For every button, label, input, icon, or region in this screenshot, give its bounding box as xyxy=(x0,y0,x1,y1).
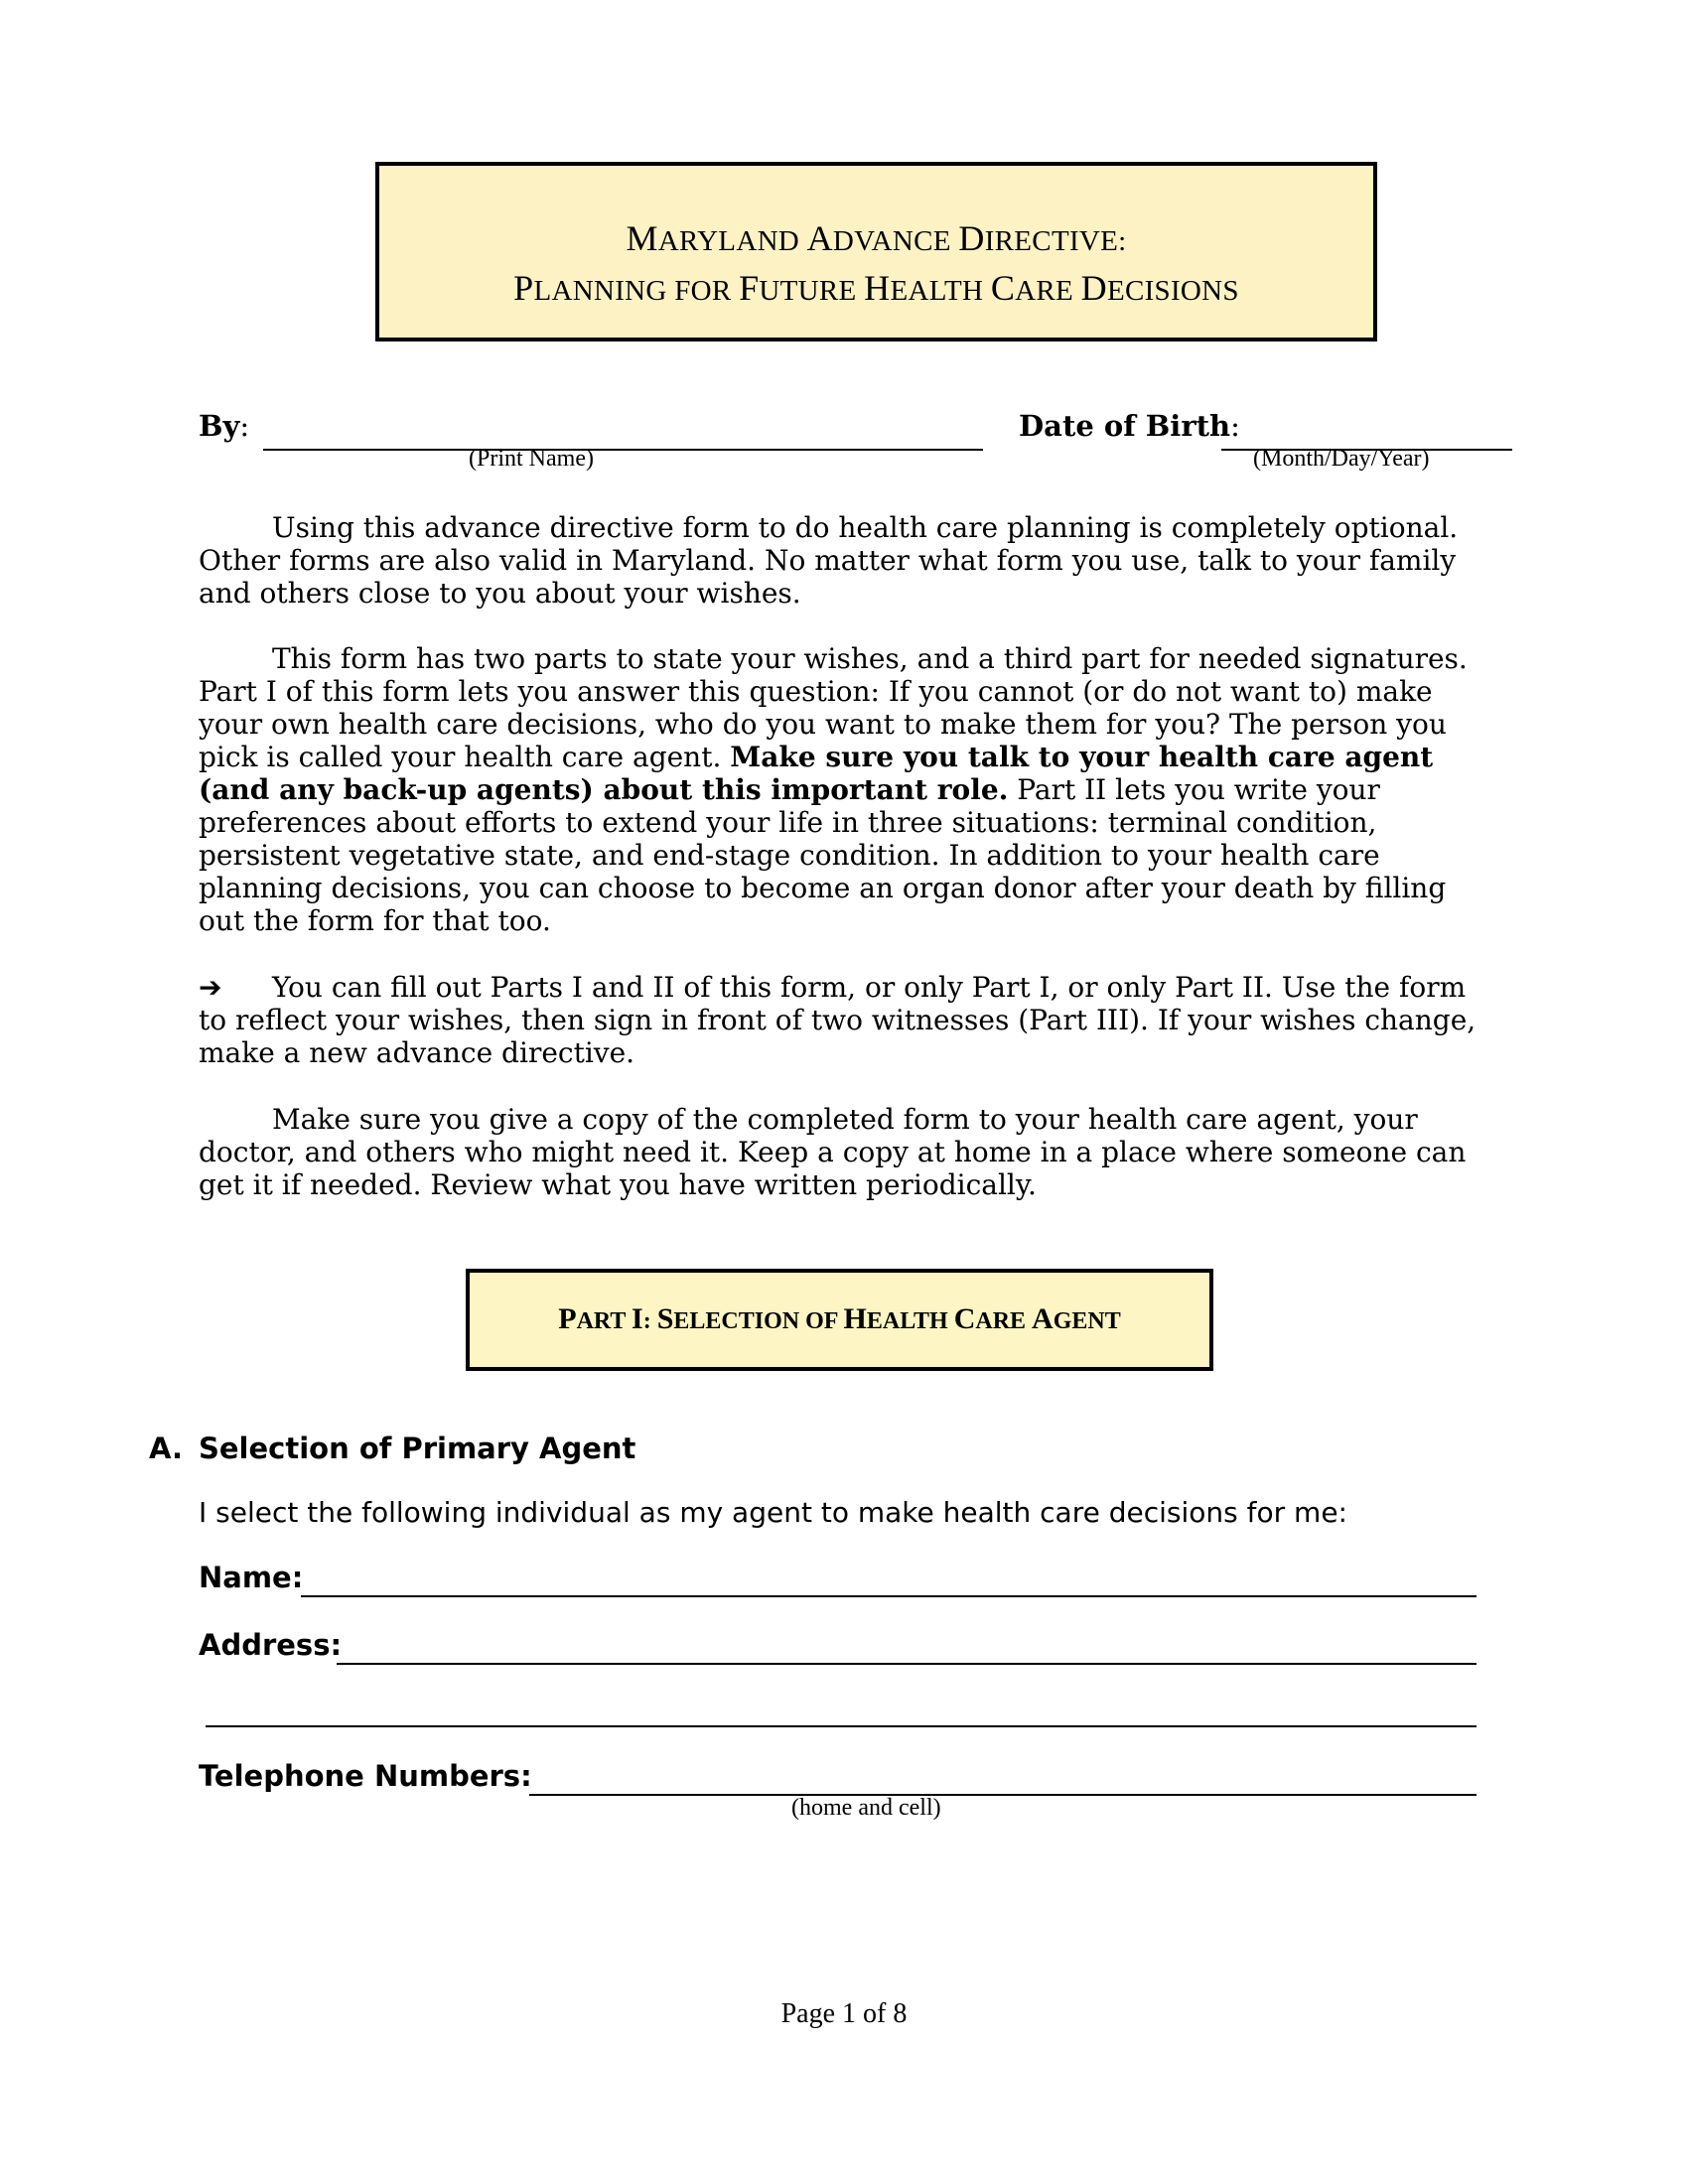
name-label: Name: xyxy=(199,1561,304,1594)
agent-telephone-field[interactable] xyxy=(529,1794,1477,1796)
telephone-caption: (home and cell) xyxy=(791,1795,941,1821)
title-box xyxy=(375,162,1377,341)
title-line-1 xyxy=(379,217,1373,259)
section-a-heading: Selection of Primary Agent xyxy=(199,1432,636,1465)
print-name-caption: (Print Name) xyxy=(469,446,594,472)
title-line-2 xyxy=(379,267,1373,309)
title-word: ADVANCE xyxy=(806,218,959,258)
address-label: Address: xyxy=(199,1628,343,1662)
paragraph-copy: Make sure you give a copy of the completed form to your health care agent, your doctor, and others who might need it. Keep a copy at home in a place where someone can get it if needed. Review what you have written periodically. xyxy=(199,1103,1467,1201)
paragraph-parts: This form has two parts to state your wishes, and a third part for needed signatures. Part I of this form lets you answer this question: If you cannot (or do not want to) make your own health care decisions, who do you want to make them for you? The person you pick is called your health care agent. Make sure you talk to your health care agent (and any back-up agents) about this important role. Part II lets you write your preferences about efforts to extend your life in three situations: terminal condition, persistent vegetative state, and end-stage condition. In addition to your health care planning decisions, you can choose to become an organ donor after your death by filling out the form for that too. xyxy=(199,642,1468,937)
section-a-letter: A. xyxy=(149,1432,183,1465)
part-one-box xyxy=(466,1269,1213,1371)
part-one-heading: PART I: SELECTION OF HEALTH CARE AGENT xyxy=(558,1302,1121,1335)
title-word: MARYLAND xyxy=(626,218,807,258)
agent-name-field[interactable] xyxy=(301,1595,1477,1597)
title-word: DIRECTIVE: xyxy=(958,218,1127,258)
title-word: PLANNING FOR xyxy=(513,268,740,308)
telephone-label: Telephone Numbers: xyxy=(199,1759,532,1793)
print-name-field[interactable] xyxy=(263,449,983,451)
date-of-birth-label: Date of Birth: xyxy=(1019,409,1240,443)
agent-address-field[interactable] xyxy=(337,1663,1477,1665)
title-word: FUTURE xyxy=(739,268,865,308)
title-word: CARE xyxy=(990,268,1081,308)
date-of-birth-caption: (Month/Day/Year) xyxy=(1253,446,1430,472)
agent-address-field-line-2[interactable] xyxy=(206,1725,1477,1727)
section-a-intro: I select the following individual as my agent to make health care decisions for me: xyxy=(199,1496,1347,1529)
by-label: By: xyxy=(199,409,250,443)
paragraph-fill-out: ➔ You can fill out Parts I and II of this form, or only Part I, or only Part II. Use the form to reflect your wishes, then sign in front of two witnesses (Part III). If your wishes change, make a new advance directive. xyxy=(199,971,1477,1069)
title-word: HEALTH xyxy=(864,268,991,308)
paragraph-optional: Using this advance directive form to do health care planning is completely optional. Other forms are also valid in Maryland. No matter what form you use, talk to your family and others close to you about your wishes. xyxy=(199,511,1459,610)
arrow-icon: ➔ xyxy=(199,971,222,1004)
title-word: DECISIONS xyxy=(1080,268,1239,308)
page-number: Page 1 of 8 xyxy=(780,1998,908,2029)
